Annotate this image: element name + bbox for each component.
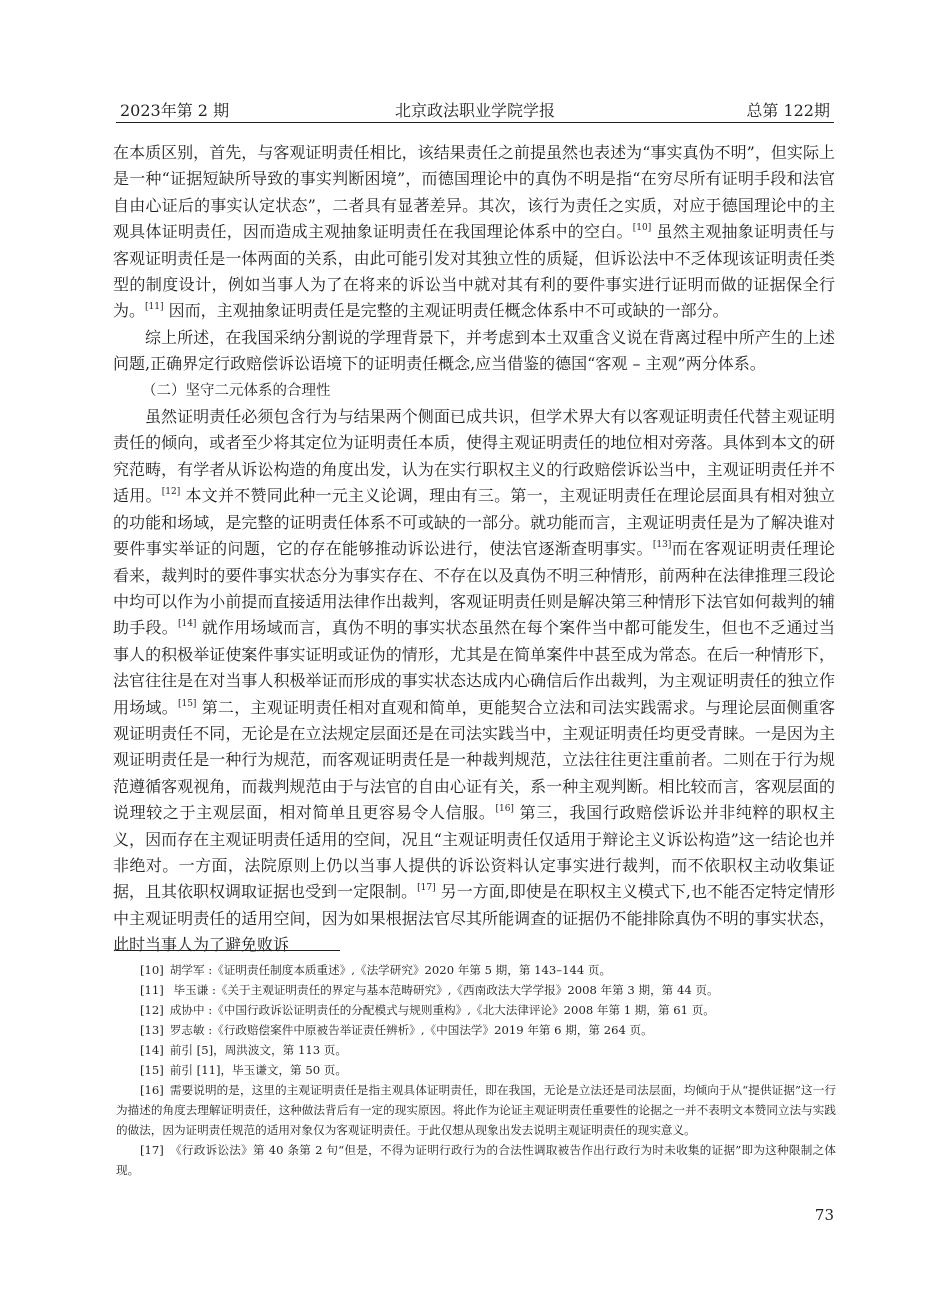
footnote-ref-15[interactable]: [15]	[177, 698, 197, 709]
issue-label: 2023年第 2 期	[120, 101, 230, 120]
paragraph-3: 虽然证明责任必须包含行为与结果两个侧面已成共识，但学术界大有以客观证明责任代替主观证明责任的倾向，或者至少将其定位为证明责任本质，使得主观证明责任的地位相对旁落。具体到本文的研究范畴，有学者从诉讼构造的角度出发，认为在实行职权主义的行政赔偿诉讼当中，主观证明责任并不适用。[12] 本文并不赞同此种一元主义论调，理由有三。第一，主观证明责任在理论层面具有相对独立的功能和场域，是完整的证明责任体系不可或缺的一部分。就功能而言，主观证明责任是为了解决谁对要件事实举证的问题，它的存在能够推动诉讼进行，使法官逐渐查明事实。[13]而在客观证明责任理论看来，裁判时的要件事实状态分为事实存在、不存在以及真伪不明三种情形，前两种在法律推理三段论中均可以作为小前提而直接适用法律作出裁判，客观证明责任则是解决第三种情形下法官如何裁判的辅助手段。[14] 就作用场域而言，真伪不明的事实状态虽然在每个案件当中都可能发生，但也不乏通过当事人的积极举证使案件事实证明或证伪的情形，尤其是在简单案件中甚至成为常态。在后一种情形下，法官往往是在对当事人积极举证而形成的事实状态达成内心确信后作出裁判，为主观证明责任的独立作用场域。[15] 第二，主观证明责任相对直观和简单，更能契合立法和司法实践需求。与理论层面侧重客观证明责任不同，无论是在立法规定层面还是在司法实践当中，主观证明责任均更受青睐。一是因为主观证明责任是一种行为规范，而客观证明责任是一种裁判规范，立法往往更注重前者。二则在于行为规范遵循客观视角，而裁判规范由于与法官的自由心证有关，系一种主观判断。相比较而言，客观层面的说理较之于主观层面，相对简单且更容易令人信服。[16] 第三，我国行政赔偿诉讼并非纯粹的职权主义，因而存在主观证明责任适用的空间，况且“主观证明责任仅适用于辩论主义诉讼构造”这一结论也并非绝对。一方面，法院原则上仍以当事人提供的诉讼资料认定事实进行裁判，而不依职权主动收集证据，且其依职权调取证据也受到一定限制。[17] 另一方面,即使是在职权主义模式下,也不能否定特定情形中主观证明责任的适用空间，因为如果根据法官尽其所能调查的证据仍不能排除真伪不明的事实状态，此时当事人为了避免败诉	[113, 407, 835, 955]
footnote-divider	[116, 950, 340, 951]
footnote-10: [10] 胡学军 :《证明责任制度本质重述》,《法学研究》2020 年第 5 期，第 143–144 页。	[140, 963, 612, 977]
paragraph-2: 综上所述，在我国采纳分割说的学理背景下，并考虑到本土双重含义说在背离过程中所产生的上述问题,正确界定行政赔偿诉讼语境下的证明责任概念,应当借鉴的德国“客观 – 主观”两分体系。	[113, 327, 835, 374]
footnote-17: [17] 《行政诉讼法》第 40 条第 2 句“但是，不得为证明行政行为的合法性调取被告作出行政行为时未收集的证据”即为这种限制之体现。	[116, 1143, 836, 1177]
total-issue-label: 总第 122期	[746, 101, 830, 120]
footnote-14: [14] 前引 [5]，周洪波文，第 113 页。	[140, 1043, 347, 1057]
footnote-ref-11[interactable]: [11]	[145, 302, 164, 313]
footnote-ref-16[interactable]: [16]	[495, 804, 514, 815]
section-subheading: （二）坚守二元体系的合理性	[142, 382, 331, 399]
footnote-13: [13] 罗志敏 :《行政赔偿案件中原被告举证责任辨析》,《中国法学》2019 年第 6 期，第 264 页。	[140, 1023, 653, 1037]
footnote-ref-14[interactable]: [14]	[177, 619, 197, 630]
footnote-15: [15] 前引 [11]，毕玉谦文，第 50 页。	[140, 1063, 347, 1077]
article-body	[113, 140, 835, 959]
running-header	[116, 96, 834, 123]
journal-title: 北京政法职业学院学报	[394, 101, 555, 120]
footnote-ref-10[interactable]: [10]	[632, 223, 652, 234]
paragraph-1: 在本质区别，首先，与客观证明责任相比，该结果责任之前提虽然也表述为“事实真伪不明”，但实际上是一种“证据短缺所导致的事实判断困境”，而德国理论中的真伪不明是指“在穷尽所有证明手段和法官自由心证后的事实认定状态”，二者具有显著差异。其次，该行为责任之实质，对应于德国理论中的主观具体证明责任，因而造成主观抽象证明责任在我国理论体系中的空白。[10] 虽然主观抽象证明责任与客观证明责任是一体两面的关系，由此可能引发对其独立性的质疑，但诉讼法中不乏体现该证明责任类型的制度设计，例如当事人为了在将来的诉讼当中就对其有利的要件事实进行证明而做的证据保全行为。[11] 因而，主观抽象证明责任是完整的主观证明责任概念体系中不可或缺的一部分。	[113, 143, 835, 321]
page-number: 73	[814, 1206, 834, 1224]
footnote-ref-17[interactable]: [17]	[417, 883, 436, 894]
footnote-ref-12[interactable]: [12]	[161, 487, 181, 498]
footnote-16: [16] 需要说明的是，这里的主观证明责任是指主观具体证明责任，即在我国，无论是立法还是司法层面，均倾向于从“提供证据”这一行为描述的角度去理解证明责任，这种做法背后有一定的现实原因。将此作为论证主观证明责任重要性的论据之一并不表明文本赞同立法与实践的做法，因为证明责任规范的适用对象仅为客观证明责任。于此仅想从现象出发去说明主观证明责任的现实意义。	[116, 1083, 836, 1137]
footnote-ref-13[interactable]: [13]	[652, 540, 672, 551]
footnote-12: [12] 成协中 :《中国行政诉讼证明责任的分配模式与规则重构》,《北大法律评论》2008 年第 1 期，第 61 页。	[140, 1003, 715, 1017]
footnotes	[116, 960, 836, 1180]
footnote-11: [11] 毕玉谦 :《关于主观证明责任的界定与基本范畴研究》,《西南政法大学学报》2008 年第 3 期，第 44 页。	[140, 983, 719, 997]
